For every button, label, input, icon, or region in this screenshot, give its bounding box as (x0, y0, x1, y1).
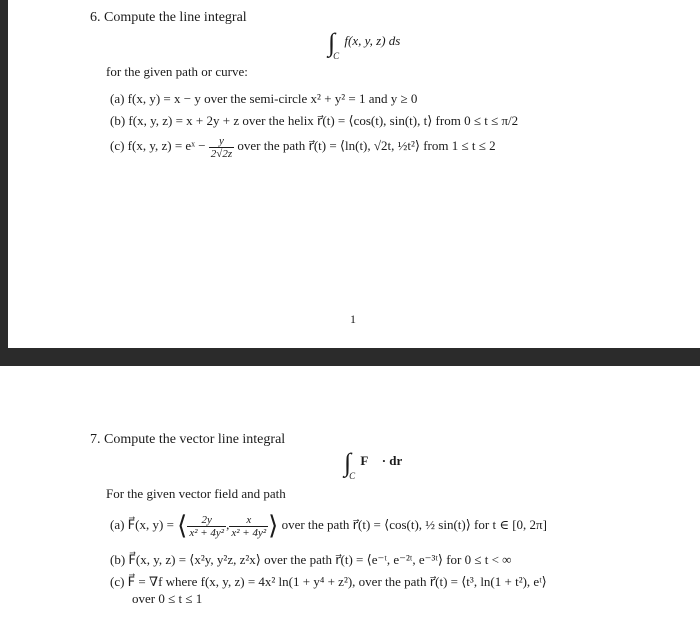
part-c-fraction (209, 135, 234, 160)
fraction-numerator: x (229, 514, 268, 527)
integrand: f(x, y, z) ds (344, 33, 401, 48)
part-c-lead: (c) f(x, y, z) = eˣ − (110, 138, 206, 153)
fraction-denominator: 2√2z (210, 147, 233, 160)
part-a-fraction-2 (229, 514, 268, 539)
fraction-denominator: x² + 4y² (231, 526, 267, 539)
problem-7-title: 7. Compute the vector line integral (90, 432, 286, 447)
page-divider (0, 348, 700, 366)
fraction-comma: , (226, 517, 230, 532)
problem-7-part-c-line-1: (c) F⃗ = ∇f where f(x, y, z) = 4x² ln(1 + y⁴ + z²), over the path r⃗(t) = ⟨t³, ln(1 + t²), eᵗ⟩ (110, 574, 547, 589)
fraction-numerator: 2y (187, 514, 226, 527)
page-2 (0, 366, 700, 619)
integral-sign: ∫ (328, 28, 336, 57)
part-a-fraction-1 (187, 514, 226, 539)
integral-subscript: C (349, 471, 356, 481)
fraction-numerator: y (209, 135, 234, 148)
problem-7-part-a (110, 508, 547, 543)
integrand: F⃗ · dr⃗ (360, 453, 413, 468)
part-a-tail: over the path r⃗(t) = ⟨cos(t), ½ sin(t)⟩ for t ∈ [0, 2π] (281, 517, 547, 532)
integral-sign: ∫ (344, 448, 352, 477)
part-c-tail: over the path r⃗(t) = ⟨ln(t), √2t, ½t²⟩ from 1 ≤ t ≤ 2 (237, 138, 496, 153)
problem-6-integral (328, 28, 401, 61)
problem-7-part-c-line-2: over 0 ≤ t ≤ 1 (132, 591, 203, 606)
problem-7-intro: For the given vector field and path (106, 486, 286, 501)
problem-7-part-b: (b) F⃗(x, y, z) = ⟨x²y, y²z, z²x⟩ over the path r⃗(t) = ⟨e⁻ᵗ, e⁻²ᵗ, e⁻³ᵗ⟩ for 0 ≤ t < ∞ (110, 552, 512, 567)
problem-6-title: 6. Compute the line integral (90, 10, 247, 25)
page-number: 1 (350, 312, 356, 326)
problem-7-integral (344, 448, 413, 481)
problem-6-part-a: (a) f(x, y) = x − y over the semi-circle x² + y² = 1 and y ≥ 0 (110, 91, 418, 106)
problem-6-intro: for the given path or curve: (106, 64, 248, 79)
part-a-lead: (a) F⃗(x, y) = (110, 517, 174, 532)
integral-subscript: C (333, 51, 340, 61)
right-angle-bracket: ⟩ (268, 511, 279, 541)
problem-6-part-b: (b) f(x, y, z) = x + 2y + z over the helix r⃗(t) = ⟨cos(t), sin(t), t⟩ from 0 ≤ t ≤ π/2 (110, 113, 519, 128)
left-angle-bracket: ⟨ (177, 511, 188, 541)
fraction-denominator: x² + 4y² (189, 526, 225, 539)
left-edge-bar (0, 0, 8, 348)
problem-6-part-c (110, 131, 496, 161)
